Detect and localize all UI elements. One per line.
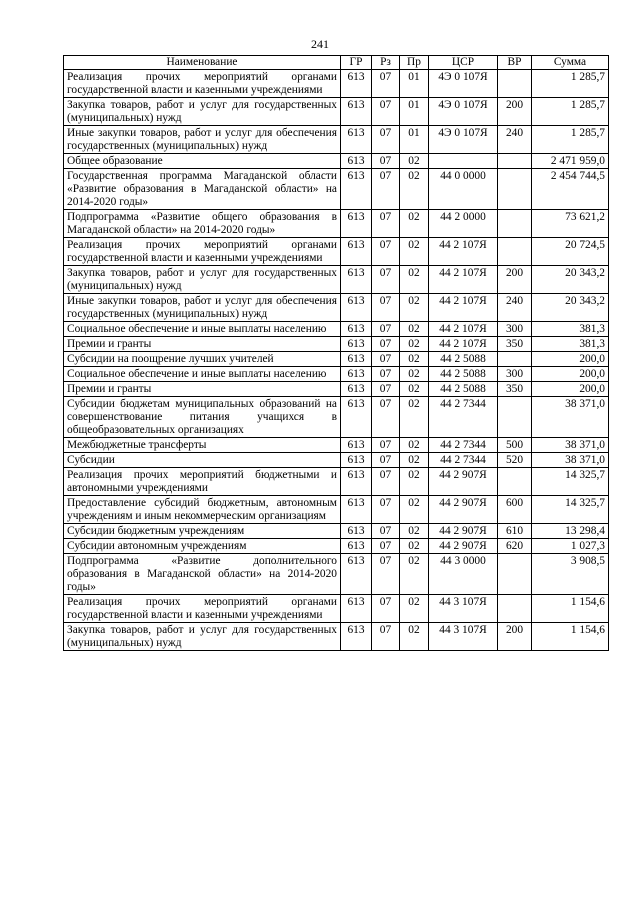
cell-gr: 613 [341, 496, 372, 524]
cell-rz: 07 [372, 322, 400, 337]
cell-name: Субсидии бюджетам муниципальных образований на совершенствование питания учащихся в общеобразовательных организациях [64, 397, 341, 438]
cell-name: Предоставление субсидий бюджетным, автономным учреждениям и иным некоммерческим организациям [64, 496, 341, 524]
cell-sum: 38 371,0 [532, 438, 609, 453]
table-body [64, 70, 609, 651]
cell-vr: 600 [498, 496, 532, 524]
cell-rz: 07 [372, 294, 400, 322]
cell-csr: 44 2 907Я [429, 496, 498, 524]
cell-sum: 1 154,6 [532, 595, 609, 623]
cell-vr: 350 [498, 337, 532, 352]
cell-csr: 44 2 107Я [429, 266, 498, 294]
cell-pr: 02 [400, 453, 429, 468]
cell-vr [498, 238, 532, 266]
cell-pr: 02 [400, 238, 429, 266]
cell-gr: 613 [341, 539, 372, 554]
cell-sum: 73 621,2 [532, 210, 609, 238]
cell-sum: 14 325,7 [532, 496, 609, 524]
cell-pr: 02 [400, 337, 429, 352]
cell-rz: 07 [372, 126, 400, 154]
cell-sum: 2 471 959,0 [532, 154, 609, 169]
cell-pr: 02 [400, 554, 429, 595]
table-row [64, 238, 609, 266]
cell-gr: 613 [341, 126, 372, 154]
cell-sum: 14 325,7 [532, 468, 609, 496]
cell-csr: 44 2 7344 [429, 438, 498, 453]
cell-pr: 02 [400, 397, 429, 438]
table-row [64, 169, 609, 210]
table-row [64, 210, 609, 238]
cell-pr: 02 [400, 154, 429, 169]
cell-csr: 44 3 107Я [429, 595, 498, 623]
cell-rz: 07 [372, 397, 400, 438]
cell-gr: 613 [341, 337, 372, 352]
header-pr: Пр [400, 56, 429, 70]
table-row [64, 382, 609, 397]
cell-vr: 300 [498, 367, 532, 382]
cell-gr: 613 [341, 468, 372, 496]
cell-csr: 44 2 107Я [429, 294, 498, 322]
cell-gr: 613 [341, 382, 372, 397]
cell-pr: 02 [400, 438, 429, 453]
cell-sum: 38 371,0 [532, 453, 609, 468]
cell-vr [498, 397, 532, 438]
cell-pr: 02 [400, 468, 429, 496]
cell-rz: 07 [372, 554, 400, 595]
cell-name: Реализация прочих мероприятий органами государственной власти и казенными учреждениями [64, 70, 341, 98]
cell-csr: 4Э 0 107Я [429, 70, 498, 98]
cell-name: Реализация прочих мероприятий бюджетными и автономными учреждениями [64, 468, 341, 496]
cell-vr [498, 595, 532, 623]
cell-vr: 610 [498, 524, 532, 539]
cell-name: Закупка товаров, работ и услуг для государственных (муниципальных) нужд [64, 623, 341, 651]
cell-gr: 613 [341, 623, 372, 651]
cell-rz: 07 [372, 468, 400, 496]
cell-name: Социальное обеспечение и иные выплаты населению [64, 367, 341, 382]
cell-name: Реализация прочих мероприятий органами государственной власти и казенными учреждениями [64, 595, 341, 623]
table-row [64, 294, 609, 322]
table-row [64, 468, 609, 496]
table-row [64, 367, 609, 382]
cell-vr: 200 [498, 623, 532, 651]
table-row [64, 352, 609, 367]
cell-csr: 44 0 0000 [429, 169, 498, 210]
table-row [64, 154, 609, 169]
cell-vr: 300 [498, 322, 532, 337]
cell-csr: 44 2 7344 [429, 453, 498, 468]
cell-rz: 07 [372, 154, 400, 169]
cell-rz: 07 [372, 524, 400, 539]
cell-pr: 02 [400, 524, 429, 539]
cell-csr [429, 154, 498, 169]
header-rz: Рз [372, 56, 400, 70]
cell-name: Иные закупки товаров, работ и услуг для обеспечения государственных (муниципальных) нужд [64, 294, 341, 322]
cell-gr: 613 [341, 367, 372, 382]
cell-vr [498, 352, 532, 367]
table-row [64, 453, 609, 468]
cell-pr: 02 [400, 352, 429, 367]
cell-csr: 4Э 0 107Я [429, 126, 498, 154]
cell-csr: 44 3 0000 [429, 554, 498, 595]
cell-csr: 44 2 5088 [429, 367, 498, 382]
cell-name: Иные закупки товаров, работ и услуг для обеспечения государственных (муниципальных) нужд [64, 126, 341, 154]
cell-rz: 07 [372, 70, 400, 98]
cell-rz: 07 [372, 539, 400, 554]
cell-csr: 44 2 907Я [429, 524, 498, 539]
cell-pr: 02 [400, 367, 429, 382]
cell-csr: 44 2 7344 [429, 397, 498, 438]
cell-sum: 2 454 744,5 [532, 169, 609, 210]
cell-vr: 520 [498, 453, 532, 468]
header-name: Наименование [64, 56, 341, 70]
cell-csr: 44 2 107Я [429, 238, 498, 266]
cell-name: Реализация прочих мероприятий органами государственной власти и казенными учреждениями [64, 238, 341, 266]
cell-name: Закупка товаров, работ и услуг для государственных (муниципальных) нужд [64, 98, 341, 126]
cell-vr: 240 [498, 294, 532, 322]
cell-vr [498, 154, 532, 169]
cell-vr: 240 [498, 126, 532, 154]
table-row [64, 524, 609, 539]
cell-sum: 13 298,4 [532, 524, 609, 539]
cell-gr: 613 [341, 352, 372, 367]
cell-csr: 44 2 107Я [429, 322, 498, 337]
cell-csr: 44 2 5088 [429, 382, 498, 397]
cell-sum: 1 027,3 [532, 539, 609, 554]
cell-sum: 20 724,5 [532, 238, 609, 266]
cell-vr: 620 [498, 539, 532, 554]
cell-csr: 44 2 5088 [429, 352, 498, 367]
cell-pr: 02 [400, 169, 429, 210]
table-row [64, 397, 609, 438]
cell-sum: 381,3 [532, 322, 609, 337]
cell-rz: 07 [372, 337, 400, 352]
cell-gr: 613 [341, 266, 372, 294]
table-row [64, 595, 609, 623]
header-sum: Сумма [532, 56, 609, 70]
cell-vr [498, 468, 532, 496]
table-row [64, 98, 609, 126]
cell-sum: 1 285,7 [532, 126, 609, 154]
cell-vr [498, 70, 532, 98]
cell-rz: 07 [372, 623, 400, 651]
cell-sum: 1 285,7 [532, 70, 609, 98]
cell-pr: 02 [400, 595, 429, 623]
cell-rz: 07 [372, 352, 400, 367]
cell-vr [498, 210, 532, 238]
cell-rz: 07 [372, 438, 400, 453]
cell-vr: 200 [498, 98, 532, 126]
cell-vr: 350 [498, 382, 532, 397]
header-csr: ЦСР [429, 56, 498, 70]
cell-name: Субсидии на поощрение лучших учителей [64, 352, 341, 367]
cell-sum: 1 285,7 [532, 98, 609, 126]
cell-sum: 200,0 [532, 352, 609, 367]
budget-table [63, 55, 609, 651]
cell-sum: 20 343,2 [532, 294, 609, 322]
table-row [64, 623, 609, 651]
table-row [64, 126, 609, 154]
cell-csr: 44 2 907Я [429, 468, 498, 496]
cell-rz: 07 [372, 98, 400, 126]
cell-name: Социальное обеспечение и иные выплаты населению [64, 322, 341, 337]
cell-rz: 07 [372, 266, 400, 294]
header-vr: ВР [498, 56, 532, 70]
table-row [64, 496, 609, 524]
cell-name: Субсидии [64, 453, 341, 468]
cell-rz: 07 [372, 382, 400, 397]
cell-gr: 613 [341, 169, 372, 210]
cell-rz: 07 [372, 453, 400, 468]
cell-name: Подпрограмма «Развитие дополнительного образования в Магаданской области» на 2014-2020 годы» [64, 554, 341, 595]
cell-vr: 500 [498, 438, 532, 453]
cell-rz: 07 [372, 595, 400, 623]
cell-name: Межбюджетные трансферты [64, 438, 341, 453]
cell-gr: 613 [341, 98, 372, 126]
table-row [64, 70, 609, 98]
cell-vr [498, 554, 532, 595]
cell-gr: 613 [341, 397, 372, 438]
header-gr: ГР [341, 56, 372, 70]
cell-pr: 01 [400, 70, 429, 98]
cell-gr: 613 [341, 438, 372, 453]
cell-name: Общее образование [64, 154, 341, 169]
cell-csr: 44 2 107Я [429, 337, 498, 352]
cell-name: Субсидии бюджетным учреждениям [64, 524, 341, 539]
cell-csr: 4Э 0 107Я [429, 98, 498, 126]
cell-pr: 01 [400, 98, 429, 126]
table-header-row [64, 56, 609, 70]
cell-csr: 44 2 0000 [429, 210, 498, 238]
cell-gr: 613 [341, 322, 372, 337]
cell-sum: 200,0 [532, 367, 609, 382]
page-number: 241 [311, 37, 329, 51]
table-row [64, 539, 609, 554]
cell-pr: 02 [400, 496, 429, 524]
cell-gr: 613 [341, 595, 372, 623]
cell-gr: 613 [341, 210, 372, 238]
cell-gr: 613 [341, 554, 372, 595]
cell-vr [498, 169, 532, 210]
cell-sum: 3 908,5 [532, 554, 609, 595]
cell-csr: 44 3 107Я [429, 623, 498, 651]
cell-name: Закупка товаров, работ и услуг для государственных (муниципальных) нужд [64, 266, 341, 294]
cell-rz: 07 [372, 169, 400, 210]
cell-vr: 200 [498, 266, 532, 294]
cell-csr: 44 2 907Я [429, 539, 498, 554]
cell-sum: 1 154,6 [532, 623, 609, 651]
cell-gr: 613 [341, 70, 372, 98]
cell-pr: 01 [400, 126, 429, 154]
cell-pr: 02 [400, 623, 429, 651]
cell-pr: 02 [400, 539, 429, 554]
cell-name: Субсидии автономным учреждениям [64, 539, 341, 554]
cell-name: Премии и гранты [64, 337, 341, 352]
cell-pr: 02 [400, 294, 429, 322]
table-row [64, 554, 609, 595]
cell-rz: 07 [372, 210, 400, 238]
cell-gr: 613 [341, 154, 372, 169]
cell-rz: 07 [372, 238, 400, 266]
cell-pr: 02 [400, 382, 429, 397]
cell-name: Премии и гранты [64, 382, 341, 397]
table-row [64, 337, 609, 352]
table-row [64, 322, 609, 337]
table-row [64, 266, 609, 294]
cell-pr: 02 [400, 322, 429, 337]
cell-sum: 200,0 [532, 382, 609, 397]
cell-gr: 613 [341, 294, 372, 322]
cell-gr: 613 [341, 453, 372, 468]
cell-gr: 613 [341, 238, 372, 266]
cell-name: Подпрограмма «Развитие общего образования в Магаданской области» на 2014-2020 годы» [64, 210, 341, 238]
cell-sum: 38 371,0 [532, 397, 609, 438]
cell-rz: 07 [372, 367, 400, 382]
cell-gr: 613 [341, 524, 372, 539]
table-row [64, 438, 609, 453]
cell-rz: 07 [372, 496, 400, 524]
cell-pr: 02 [400, 266, 429, 294]
cell-sum: 381,3 [532, 337, 609, 352]
cell-pr: 02 [400, 210, 429, 238]
cell-name: Государственная программа Магаданской области «Развитие образования в Магаданской области» на 2014-2020 годы» [64, 169, 341, 210]
cell-sum: 20 343,2 [532, 266, 609, 294]
